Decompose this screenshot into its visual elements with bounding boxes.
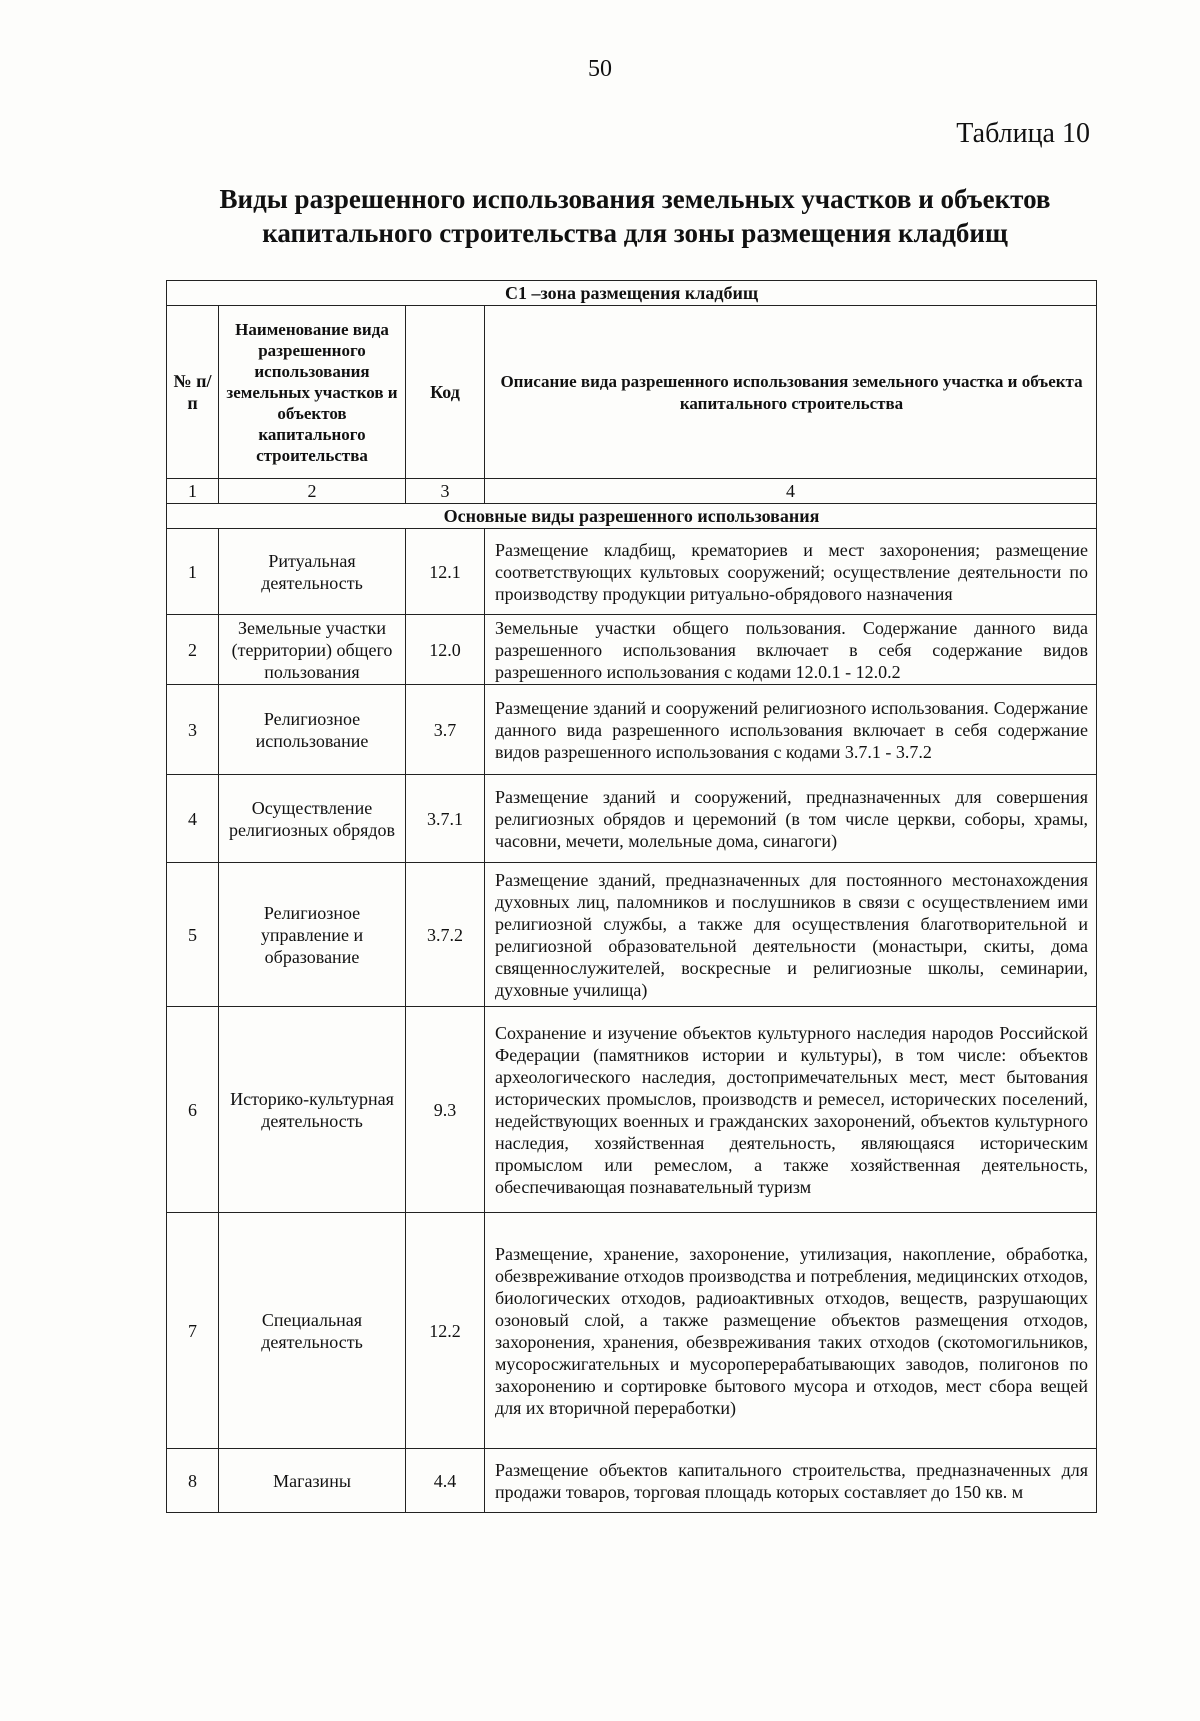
row-code: 9.3: [406, 1007, 485, 1213]
document-title: [160, 182, 1110, 250]
table-label: Таблица 10: [956, 118, 1090, 149]
row-code: 12.1: [406, 529, 485, 615]
row-code: 3.7: [406, 685, 485, 775]
header-name: Наименование вида разрешенного использования земельных участков и объектов капитального строительства: [219, 306, 406, 479]
row-description: Размещение объектов капитального строительства, предназначенных для продажи товаров, торговая площадь которых составляет до 150 кв. м: [485, 1449, 1097, 1513]
row-name: Историко-культурная деятельность: [219, 1007, 406, 1213]
row-name: Специальная деятельность: [219, 1213, 406, 1449]
land-use-table: [166, 280, 1097, 1513]
header-number: № п/п: [167, 306, 219, 479]
row-description: Земельные участки общего пользования. Содержание данного вида разрешенного использования включает в себя содержание видов разрешенного использования с кодами 12.0.1 - 12.0.2: [485, 615, 1097, 685]
section-row: [167, 504, 1097, 529]
row-number: 1: [167, 529, 219, 615]
column-number-3: 3: [406, 479, 485, 504]
column-number-1: 1: [167, 479, 219, 504]
header-code: Код: [406, 306, 485, 479]
column-number-2: 2: [219, 479, 406, 504]
row-name: Земельные участки (территории) общего пользования: [219, 615, 406, 685]
table-row: [167, 775, 1097, 863]
row-name: Магазины: [219, 1449, 406, 1513]
row-number: 3: [167, 685, 219, 775]
header-description: Описание вида разрешенного использования земельного участка и объекта капитального строительства: [485, 306, 1097, 479]
title-line-2: капитального строительства для зоны размещения кладбищ: [262, 218, 1008, 248]
row-name: Осуществление религиозных обрядов: [219, 775, 406, 863]
row-code: 3.7.1: [406, 775, 485, 863]
table-row: [167, 685, 1097, 775]
row-code: 3.7.2: [406, 863, 485, 1007]
row-description: Размещение зданий и сооружений религиозного использования. Содержание данного вида разрешенного использования включает в себя содержание видов разрешенного использования с кодами 3.7.1 - 3.7.2: [485, 685, 1097, 775]
row-description: Размещение зданий и сооружений, предназначенных для совершения религиозных обрядов и церемоний (в том числе церкви, соборы, храмы, часовни, мечети, молельные дома, синагоги): [485, 775, 1097, 863]
row-number: 5: [167, 863, 219, 1007]
row-number: 6: [167, 1007, 219, 1213]
title-line-1: Виды разрешенного использования земельных участков и объектов: [219, 184, 1051, 214]
row-code: 12.2: [406, 1213, 485, 1449]
table-row: [167, 615, 1097, 685]
table-row: [167, 1449, 1097, 1513]
table-row: [167, 863, 1097, 1007]
column-number-4: 4: [485, 479, 1097, 504]
table-row: [167, 1213, 1097, 1449]
row-code: 12.0: [406, 615, 485, 685]
zone-header-row: [167, 281, 1097, 306]
row-name: Ритуальная деятельность: [219, 529, 406, 615]
row-number: 8: [167, 1449, 219, 1513]
page-number: 50: [588, 56, 612, 82]
row-name: Религиозное использование: [219, 685, 406, 775]
row-description: Сохранение и изучение объектов культурного наследия народов Российской Федерации (памятников истории и культуры), в том числе: объектов археологического наследия, достопримечательных мест, мест бытования исторических промыслов, производств и ремесел, исторических поселений, недействующих военных и гражданских захоронений, объектов культурного наследия, хозяйственная деятельность, являющаяся историческим промыслом или ремеслом, а также хозяйственная деятельность, обеспечивающая познавательный туризм: [485, 1007, 1097, 1213]
table-row: [167, 529, 1097, 615]
column-number-row: [167, 479, 1097, 504]
zone-header: С1 –зона размещения кладбищ: [167, 281, 1097, 306]
row-name: Религиозное управление и образование: [219, 863, 406, 1007]
row-code: 4.4: [406, 1449, 485, 1513]
row-number: 2: [167, 615, 219, 685]
row-description: Размещение, хранение, захоронение, утилизация, накопление, обработка, обезвреживание отходов производства и потребления, медицинских отходов, биологических отходов, радиоактивных отходов, веществ, разрушающих озоновый слой, а также размещение объектов размещения отходов, захоронения, хранения, обезвреживания таких отходов (скотомогильников, мусоросжигательных и мусороперерабатывающих заводов, полигонов по захоронению и сортировке бытового мусора и отходов, мест сбора вещей для их вторичной переработки): [485, 1213, 1097, 1449]
column-header-row: [167, 306, 1097, 479]
section-title: Основные виды разрешенного использования: [167, 504, 1097, 529]
row-description: Размещение зданий, предназначенных для постоянного местонахождения духовных лиц, паломников и послушников в связи с осуществлением ими религиозной службы, а также для осуществления благотворительной и религиозной образовательной деятельности (монастыри, скиты, дома священнослужителей, воскресные и религиозные школы, семинарии, духовные училища): [485, 863, 1097, 1007]
row-number: 7: [167, 1213, 219, 1449]
row-description: Размещение кладбищ, крематориев и мест захоронения; размещение соответствующих культовых сооружений; осуществление деятельности по производству продукции ритуально-обрядового назначения: [485, 529, 1097, 615]
row-number: 4: [167, 775, 219, 863]
table-row: [167, 1007, 1097, 1213]
